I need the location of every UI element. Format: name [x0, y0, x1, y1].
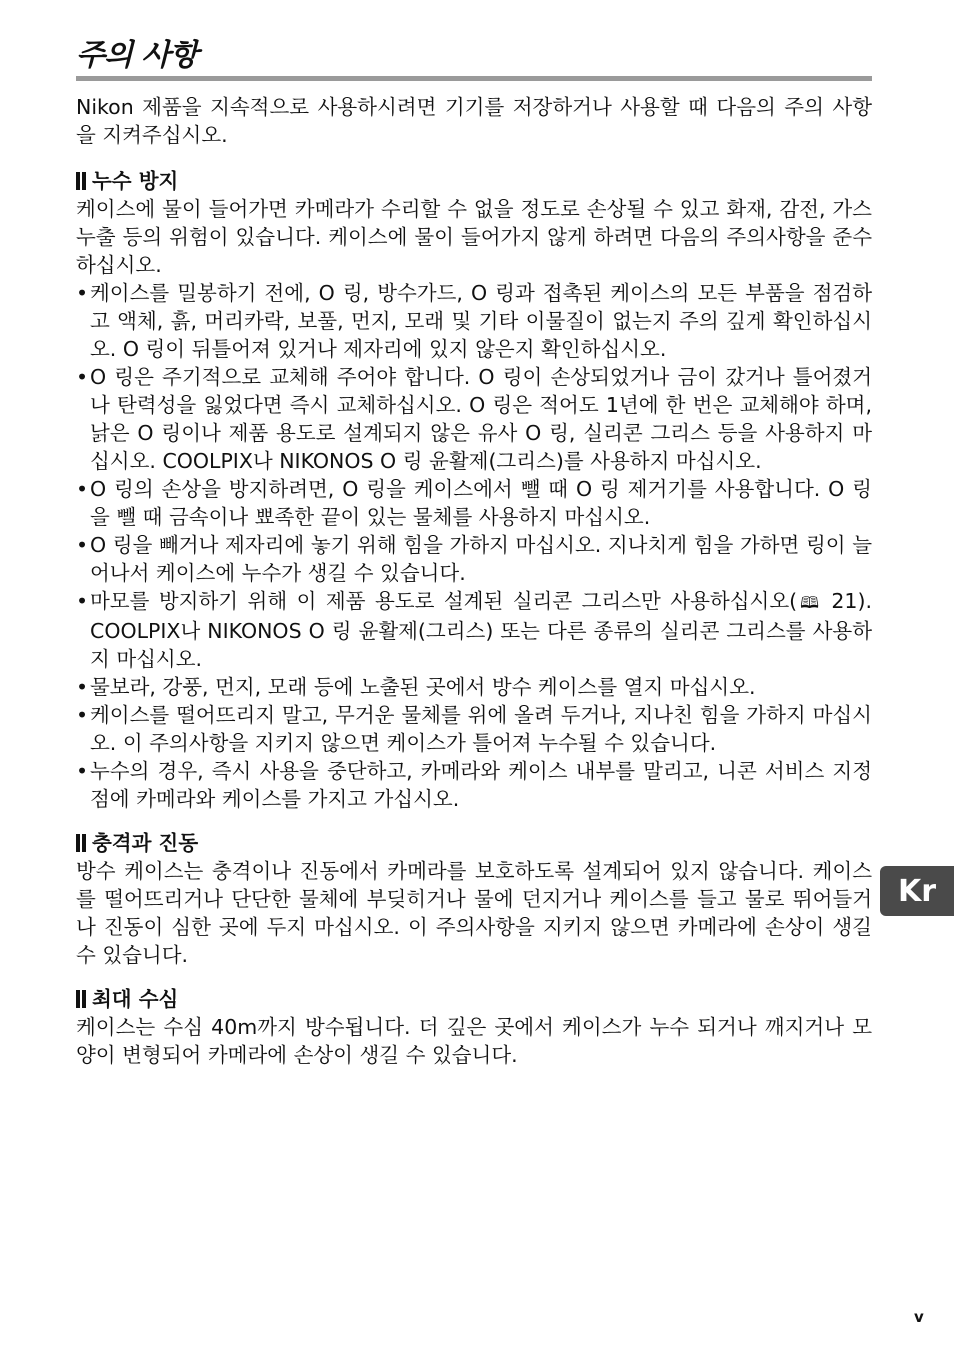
list-item: • 케이스를 떨어뜨리지 말고, 무거운 물체를 위에 올려 두거나, 지나친 힘을 가하지 마십시오. 이 주의사항을 지키지 않으면 케이스가 틀어져 누수될 수 있습니다.	[76, 701, 872, 757]
list-item	[76, 587, 872, 673]
language-tab: Kr	[880, 866, 954, 916]
list-item-text: 21). COOLPIX나 NIKONOS O 링 윤활제(그리스) 또는 다른 종류의 실리콘 그리스를 사용하지 마십시오.	[90, 589, 872, 671]
title-rule	[76, 76, 872, 81]
section-shock-vibration	[76, 829, 872, 969]
list-item: • O 링을 빼거나 제자리에 놓기 위해 힘을 가하지 마십시오. 지나치게 힘을 가하면 링이 늘어나서 케이스에 누수가 생길 수 있습니다.	[76, 531, 872, 587]
section-marker-icon	[76, 990, 86, 1008]
section-body: 방수 케이스는 충격이나 진동에서 카메라를 보호하도록 설계되어 있지 않습니다. 케이스를 떨어뜨리거나 단단한 물체에 부딪히거나 물에 던지거나 케이스를 들고 물로 뛰어들거나 진동이 심한 곳에 두지 마십시오. 이 주의사항을 지키지 않으면 카메라에 손상이 생길 수 있습니다.	[76, 859, 872, 967]
page-number: v	[914, 1308, 924, 1326]
page-title: 주의 사항	[76, 38, 198, 73]
section-heading	[76, 829, 872, 857]
section-max-depth	[76, 985, 872, 1069]
section-heading-text: 최대 수심	[92, 987, 179, 1011]
section-leak-prevention	[76, 167, 872, 813]
section-heading-text: 충격과 진동	[92, 831, 199, 855]
section-marker-icon	[76, 172, 86, 190]
section-body: 케이스에 물이 들어가면 카메라가 수리할 수 없을 정도로 손상될 수 있고 화재, 감전, 가스 누출 등의 위험이 있습니다. 케이스에 물이 들어가지 않게 하려면 다음의 주의사항을 준수하십시오.	[76, 197, 872, 277]
section-heading-text: 누수 방지	[92, 169, 179, 193]
bullet-list	[76, 279, 872, 813]
section-heading	[76, 985, 872, 1013]
list-item-text: 마모를 방지하기 위해 이 제품 용도로 설계된 실리콘 그리스만 사용하십시오(	[90, 589, 798, 613]
list-item: • 케이스를 밀봉하기 전에, O 링, 방수가드, O 링과 접촉된 케이스의 모든 부품을 점검하고 액체, 흙, 머리카락, 보풀, 먼지, 모래 및 기타 이물질이 없는지 주의 깊게 확인하십시오. O 링이 뒤틀어져 있거나 제자리에 있지 않은지 확인하십시오.	[76, 279, 872, 363]
list-item: • O 링은 주기적으로 교체해 주어야 합니다. O 링이 손상되었거나 금이 갔거나 틀어졌거나 탄력성을 잃었다면 즉시 교체하십시오. O 링은 적어도 1년에 한 번은 교체해야 하며, 낡은 O 링이나 제품 용도로 설계되지 않은 유사 O 링, 실리콘 그리스 등을 사용하지 마십시오. COOLPIX나 NIKONOS O 링 윤활제(그리스)를 사용하지 마십시오.	[76, 363, 872, 475]
intro-paragraph: Nikon 제품을 지속적으로 사용하시려면 기기를 저장하거나 사용할 때 다음의 주의 사항을 지켜주십시오.	[76, 95, 872, 147]
section-heading	[76, 167, 872, 195]
section-marker-icon	[76, 834, 86, 852]
section-body: 케이스는 수심 40m까지 방수됩니다. 더 깊은 곳에서 케이스가 누수 되거나 깨지거나 모양이 변형되어 카메라에 손상이 생길 수 있습니다.	[76, 1015, 872, 1067]
list-item: • O 링의 손상을 방지하려면, O 링을 케이스에서 뺄 때 O 링 제거기를 사용합니다. O 링을 뺄 때 금속이나 뾰족한 끝이 있는 물체를 사용하지 마십시오.	[76, 475, 872, 531]
list-item: • 누수의 경우, 즉시 사용을 중단하고, 카메라와 케이스 내부를 말리고, 니콘 서비스 지정점에 카메라와 케이스를 가지고 가십시오.	[76, 757, 872, 813]
list-item: • 물보라, 강풍, 먼지, 모래 등에 노출된 곳에서 방수 케이스를 열지 마십시오.	[76, 673, 872, 701]
book-reference-icon: 🕮	[797, 593, 822, 612]
page-content	[76, 36, 872, 1069]
